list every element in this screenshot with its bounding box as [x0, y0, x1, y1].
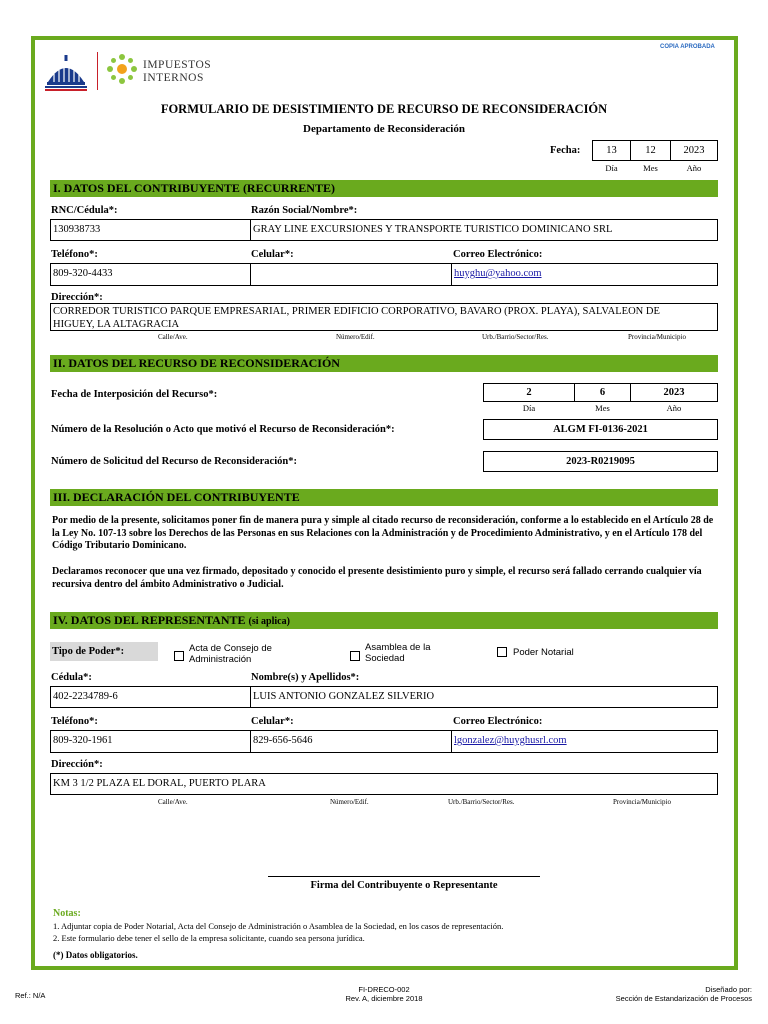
section-1-heading: I. DATOS DEL CONTRIBUYENTE (RECURRENTE)	[50, 180, 718, 197]
declaration-paragraph-1: Por medio de la presente, solicitamos poner fin de manera pura y simple al citado recurso de reconsideración, conforme a lo establecido en el Artículo 28 de la Ley No. 107-13 sobre los Derechos de las Personas en sus Relaciones con la Administración y de Procedimiento Administrativo, y en el Artículo 178 del Código Tributario Dominicano.	[52, 515, 714, 551]
rep-telefono-field[interactable]: 809-320-1961	[50, 730, 251, 753]
caption-provincia: Provincia/Municipio	[628, 333, 686, 341]
direccion-label: Dirección*:	[51, 292, 103, 303]
telefono-field[interactable]: 809-320-4433	[50, 263, 251, 286]
poder-notarial-checkbox[interactable]	[497, 647, 507, 657]
correo-link[interactable]: huyghu@yahoo.com	[454, 268, 542, 279]
department-name: Departamento de Reconsideración	[303, 123, 465, 135]
rep-correo-link[interactable]: lgonzalez@huyghusrl.com	[454, 735, 567, 746]
acta-consejo-checkbox[interactable]	[174, 651, 184, 661]
section-4-note: (si aplica)	[248, 616, 290, 627]
note-2: 2. Este formulario debe tener el sello de la empresa solicitante, cuando sea persona jurídica.	[53, 933, 365, 943]
notes-title: Notas:	[53, 908, 81, 919]
razon-social-field[interactable]: GRAY LINE EXCURSIONES Y TRANSPORTE TURISTICO DOMINICANO SRL	[250, 219, 718, 241]
fecha-interposicion-label: Fecha de Interposición del Recurso*:	[51, 389, 218, 400]
acta-consejo-label: Acta de Consejo de Administración	[189, 643, 272, 665]
rep-caption-urb: Urb./Barrio/Sector/Res.	[448, 798, 515, 806]
razon-social-label: Razón Social/Nombre*:	[251, 205, 358, 216]
poder-notarial-label: Poder Notarial	[513, 647, 574, 658]
rep-correo-label: Correo Electrónico:	[453, 716, 543, 727]
footer-ref: Ref.: N/A	[15, 991, 46, 1000]
caption-calle: Calle/Ave.	[158, 333, 188, 341]
signature-label: Firma del Contribuyente o Representante	[310, 880, 498, 891]
telefono-label: Teléfono*:	[51, 249, 98, 260]
impuestos-internos-logo-icon	[105, 52, 139, 86]
rep-caption-numero: Número/Edif.	[330, 798, 369, 806]
date-year-caption: Año	[686, 163, 702, 173]
correo-field[interactable]	[451, 263, 718, 286]
government-emblem	[43, 52, 89, 92]
section-3-heading: III. DECLARACIÓN DEL CONTRIBUYENTE	[50, 489, 718, 506]
nombre-label: Nombre(s) y Apellidos*:	[251, 672, 360, 683]
rep-correo-field[interactable]	[451, 730, 718, 753]
footer-designed-by: Diseñado por:	[705, 985, 752, 994]
rep-caption-provincia: Provincia/Municipio	[613, 798, 671, 806]
date-label: Fecha:	[550, 145, 581, 156]
footer-designed-section: Sección de Estandarización de Procesos	[615, 994, 752, 1003]
correo-label: Correo Electrónico:	[453, 249, 543, 260]
rep-direccion-field[interactable]: KM 3 1/2 PLAZA EL DORAL, PUERTO PLARA	[50, 773, 718, 795]
date-month-caption: Mes	[643, 163, 658, 173]
rep-telefono-label: Teléfono*:	[51, 716, 98, 727]
logo-text-line2: INTERNOS	[143, 72, 204, 84]
copy-approved-label: COPIA APROBADA	[660, 44, 715, 50]
date-day[interactable]: 13	[592, 140, 631, 161]
fecha-interposicion-day[interactable]: 2	[483, 383, 575, 402]
cedula-field[interactable]: 402-2234789-6	[50, 686, 251, 708]
direccion-line2: HIGUEY, LA ALTAGRACIA	[53, 319, 180, 330]
solicitud-field[interactable]: 2023-R0219095	[483, 451, 718, 472]
tipo-poder-label: Tipo de Poder*:	[52, 646, 125, 657]
form-title: FORMULARIO DE DESISTIMIENTO DE RECURSO DE RECONSIDERACIÓN	[160, 102, 608, 116]
fecha-interposicion-day-caption: Día	[522, 403, 536, 413]
rnc-label: RNC/Cédula*:	[51, 205, 118, 216]
note-1: 1. Adjuntar copia de Poder Notarial, Acta del Consejo de Administración o Asamblea de la Sociedad, en los casos de representación.	[53, 921, 504, 931]
fecha-interposicion-year-caption: Año	[666, 403, 682, 413]
logo-divider	[97, 52, 98, 90]
fecha-interposicion-month-caption: Mes	[595, 403, 610, 413]
section-2-heading: II. DATOS DEL RECURSO DE RECONSIDERACIÓN	[50, 355, 718, 372]
signature-line	[268, 876, 540, 877]
required-note: (*) Datos obligatorios.	[53, 950, 138, 960]
celular-field[interactable]	[250, 263, 452, 286]
rep-direccion-label: Dirección*:	[51, 759, 103, 770]
asamblea-checkbox[interactable]	[350, 651, 360, 661]
date-month[interactable]: 12	[630, 140, 671, 161]
fecha-interposicion-month[interactable]: 6	[574, 383, 631, 402]
date-year[interactable]: 2023	[670, 140, 718, 161]
asamblea-label: Asamblea de la Sociedad	[365, 642, 431, 664]
rep-celular-label: Celular*:	[251, 716, 294, 727]
fecha-interposicion-year[interactable]: 2023	[630, 383, 718, 402]
resolucion-field[interactable]: ALGM FI-0136-2021	[483, 419, 718, 440]
declaration-paragraph-2: Declaramos reconocer que una vez firmado, depositado y conocido el presente desistimiento puro y simple, el recurso será fallado cerrando cualquier vía recursiva dentro del ámbito Administrativo o Judicial.	[52, 566, 702, 590]
footer-revision: Rev. A, diciembre 2018	[345, 994, 423, 1003]
section-4-heading	[50, 612, 718, 629]
cedula-label: Cédula*:	[51, 672, 92, 683]
logo-text-line1: IMPUESTOS	[143, 59, 212, 71]
section-4-title: IV. DATOS DEL REPRESENTANTE	[53, 613, 246, 627]
resolucion-label: Número de la Resolución o Acto que motivó el Recurso de Reconsideración*:	[51, 424, 395, 435]
rep-celular-field[interactable]: 829-656-5646	[250, 730, 452, 753]
caption-numero: Número/Edif.	[336, 333, 375, 341]
footer-code: FI-DRECO-002	[358, 985, 410, 994]
direccion-line1: CORREDOR TURISTICO PARQUE EMPRESARIAL, PRIMER EDIFICIO CORPORATIVO, BAVARO (PROX. PLAYA), SALVALEON DE	[53, 306, 660, 317]
rnc-field[interactable]: 130938733	[50, 219, 251, 241]
caption-urb: Urb./Barrio/Sector/Res.	[482, 333, 549, 341]
celular-label: Celular*:	[251, 249, 294, 260]
rep-caption-calle: Calle/Ave.	[158, 798, 188, 806]
nombre-field[interactable]: LUIS ANTONIO GONZALEZ SILVERIO	[250, 686, 718, 708]
direccion-field[interactable]	[50, 303, 718, 331]
solicitud-label: Número de Solicitud del Recurso de Reconsideración*:	[51, 456, 297, 467]
date-day-caption: Día	[605, 163, 618, 173]
